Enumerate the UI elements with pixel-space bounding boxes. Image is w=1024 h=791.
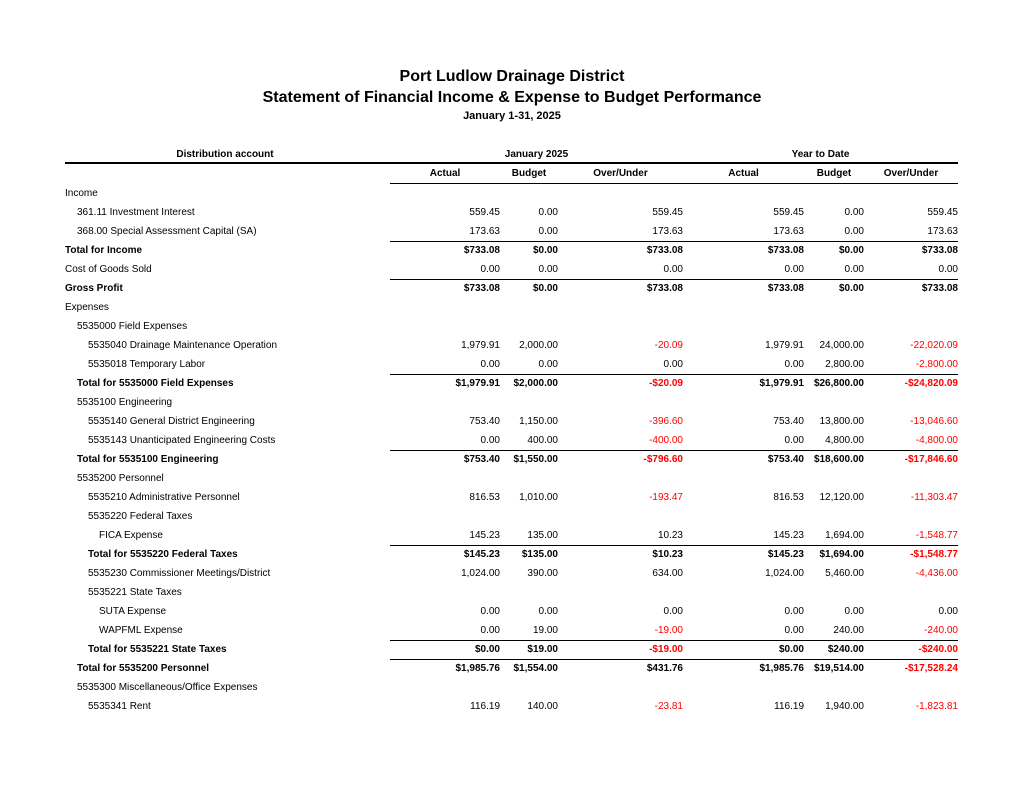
amount-cell: -$20.09: [649, 378, 683, 389]
table-row: [0, 450, 1024, 469]
column-group-january-2025: January 2025: [504, 149, 569, 160]
column-header-ytd-over-under: Over/Under: [883, 168, 939, 179]
amount-cell: 1,150.00: [519, 416, 558, 427]
amount-cell: 0.00: [784, 359, 804, 370]
account-label: Total for Income: [65, 245, 143, 256]
column-header-jan-budget: Budget: [511, 168, 547, 179]
report-subtitle: Statement of Financial Income & Expense to Budget Performance: [262, 89, 762, 106]
amount-cell: 173.63: [773, 226, 804, 237]
account-label: Gross Profit: [65, 283, 123, 294]
amount-cell: 1,024.00: [461, 568, 500, 579]
table-row: [0, 222, 1024, 241]
amount-cell: $135.00: [521, 549, 558, 560]
amount-cell: $1,979.91: [455, 378, 500, 389]
amount-cell: 753.40: [469, 416, 500, 427]
amount-cell: $431.76: [646, 663, 683, 674]
table-row: [0, 355, 1024, 374]
amount-cell: -19.00: [654, 625, 683, 636]
column-header-ytd-budget: Budget: [816, 168, 852, 179]
table-row: [0, 336, 1024, 355]
amount-cell: -$17,528.24: [904, 663, 958, 674]
amount-cell: 0.00: [938, 264, 958, 275]
account-label: Income: [65, 188, 98, 199]
amount-cell: $1,985.76: [455, 663, 500, 674]
amount-cell: 0.00: [538, 207, 558, 218]
amount-cell: 816.53: [469, 492, 500, 503]
amount-cell: $19.00: [527, 644, 558, 655]
amount-cell: 0.00: [480, 435, 500, 446]
amount-cell: 559.45: [652, 207, 683, 218]
amount-cell: -2,800.00: [915, 359, 958, 370]
amount-cell: -20.09: [654, 340, 683, 351]
amount-cell: -$17,846.60: [904, 454, 958, 465]
table-row: [0, 545, 1024, 564]
account-label: 361.11 Investment Interest: [77, 207, 195, 218]
account-label: 5535341 Rent: [88, 701, 151, 712]
amount-cell: $733.08: [921, 245, 958, 256]
header-divider: [65, 162, 958, 164]
amount-cell: $1,979.91: [759, 378, 804, 389]
amount-cell: -4,800.00: [915, 435, 958, 446]
amount-cell: $733.08: [767, 245, 804, 256]
account-label: Total for 5535100 Engineering: [77, 454, 219, 465]
amount-cell: 0.00: [784, 606, 804, 617]
table-row: [0, 640, 1024, 659]
amount-cell: $2,000.00: [513, 378, 558, 389]
amount-cell: 116.19: [470, 701, 500, 712]
amount-cell: -193.47: [649, 492, 683, 503]
table-row: [0, 564, 1024, 583]
amount-cell: -$24,820.09: [904, 378, 958, 389]
amount-cell: 116.19: [774, 701, 804, 712]
table-row: [0, 260, 1024, 279]
amount-cell: 0.00: [784, 264, 804, 275]
amount-cell: 0.00: [538, 606, 558, 617]
amount-cell: -400.00: [649, 435, 683, 446]
account-label: Total for 5535220 Federal Taxes: [88, 549, 238, 560]
amount-cell: 0.00: [538, 264, 558, 275]
account-label: Cost of Goods Sold: [65, 264, 152, 275]
amount-cell: $145.23: [767, 549, 804, 560]
amount-cell: 173.63: [652, 226, 683, 237]
table-row: [0, 469, 1024, 488]
amount-cell: 240.00: [833, 625, 864, 636]
amount-cell: 390.00: [527, 568, 558, 579]
table-row: [0, 279, 1024, 298]
report-title: Port Ludlow Drainage District: [399, 68, 625, 85]
report-date-range: January 1-31, 2025: [463, 110, 561, 122]
amount-cell: $1,554.00: [513, 663, 558, 674]
amount-cell: -$1,548.77: [910, 549, 958, 560]
account-label: Total for 5535200 Personnel: [77, 663, 210, 674]
amount-cell: 173.63: [469, 226, 500, 237]
amount-cell: 1,694.00: [825, 530, 864, 541]
amount-cell: 5,460.00: [825, 568, 864, 579]
column-group-year-to-date: Year to Date: [791, 149, 850, 160]
amount-cell: 145.23: [773, 530, 804, 541]
column-header-ytd-actual: Actual: [728, 168, 759, 179]
amount-cell: 0.00: [480, 359, 500, 370]
table-row: [0, 697, 1024, 716]
table-row: [0, 431, 1024, 450]
amount-cell: -22,020.09: [910, 340, 958, 351]
account-label: 5535200 Personnel: [77, 473, 164, 484]
account-label: 5535040 Drainage Maintenance Operation: [88, 340, 278, 351]
amount-cell: 400.00: [527, 435, 558, 446]
amount-cell: $240.00: [827, 644, 864, 655]
amount-cell: $0.00: [532, 245, 558, 256]
amount-cell: 559.45: [469, 207, 500, 218]
amount-cell: -240.00: [924, 625, 958, 636]
table-body: [0, 184, 1024, 716]
amount-cell: $0.00: [778, 644, 804, 655]
amount-cell: 0.00: [480, 625, 500, 636]
column-header-jan-over-under: Over/Under: [593, 168, 648, 179]
account-label: 5535018 Temporary Labor: [88, 359, 206, 370]
account-label: 5535300 Miscellaneous/Office Expenses: [77, 682, 258, 693]
amount-cell: 1,979.91: [461, 340, 500, 351]
amount-cell: $145.23: [463, 549, 500, 560]
amount-cell: 0.00: [538, 359, 558, 370]
table-row: [0, 678, 1024, 697]
amount-cell: $0.00: [838, 283, 864, 294]
amount-cell: $26,800.00: [813, 378, 864, 389]
amount-cell: 135.00: [527, 530, 558, 541]
amount-cell: -396.60: [649, 416, 683, 427]
amount-cell: 1,979.91: [765, 340, 804, 351]
column-header-jan-actual: Actual: [429, 168, 461, 179]
amount-cell: 12,120.00: [819, 492, 864, 503]
amount-cell: 0.00: [844, 226, 864, 237]
account-label: FICA Expense: [99, 530, 163, 541]
amount-cell: 0.00: [844, 207, 864, 218]
amount-cell: 0.00: [663, 359, 683, 370]
amount-cell: -1,548.77: [915, 530, 958, 541]
amount-cell: -$19.00: [649, 644, 683, 655]
account-label: 5535100 Engineering: [77, 397, 173, 408]
amount-cell: 140.00: [527, 701, 558, 712]
amount-cell: $753.40: [767, 454, 804, 465]
table-row: [0, 507, 1024, 526]
table-row: [0, 659, 1024, 678]
amount-cell: 753.40: [773, 416, 804, 427]
account-label: Total for 5535221 State Taxes: [88, 644, 227, 655]
table-row: [0, 488, 1024, 507]
amount-cell: -$240.00: [918, 644, 958, 655]
amount-cell: $753.40: [463, 454, 500, 465]
account-label: 5535210 Administrative Personnel: [88, 492, 240, 503]
amount-cell: 0.00: [663, 264, 683, 275]
account-label: WAPFML Expense: [99, 625, 183, 636]
amount-cell: 13,800.00: [819, 416, 864, 427]
amount-cell: $733.08: [463, 283, 500, 294]
table-row: [0, 602, 1024, 621]
amount-cell: $733.08: [767, 283, 804, 294]
amount-cell: 634.00: [652, 568, 683, 579]
amount-cell: $1,985.76: [759, 663, 804, 674]
amount-cell: $733.08: [646, 283, 683, 294]
amount-cell: 559.45: [773, 207, 804, 218]
amount-cell: $1,694.00: [819, 549, 864, 560]
amount-cell: 0.00: [663, 606, 683, 617]
amount-cell: 0.00: [784, 625, 804, 636]
amount-cell: 559.45: [927, 207, 958, 218]
amount-cell: -13,046.60: [910, 416, 958, 427]
account-label: Expenses: [65, 302, 109, 313]
amount-cell: 173.63: [927, 226, 958, 237]
amount-cell: 0.00: [844, 606, 864, 617]
amount-cell: 1,940.00: [825, 701, 864, 712]
account-label: 5535220 Federal Taxes: [88, 511, 193, 522]
amount-cell: 0.00: [938, 606, 958, 617]
table-row: [0, 526, 1024, 545]
amount-cell: 1,024.00: [765, 568, 804, 579]
table-row: [0, 298, 1024, 317]
amount-cell: $733.08: [463, 245, 500, 256]
table-row: [0, 393, 1024, 412]
amount-cell: 0.00: [844, 264, 864, 275]
amount-cell: 0.00: [480, 264, 500, 275]
amount-cell: 2,800.00: [825, 359, 864, 370]
amount-cell: -$796.60: [643, 454, 683, 465]
amount-cell: 10.23: [657, 530, 683, 541]
table-row: [0, 184, 1024, 203]
table-row: [0, 203, 1024, 222]
amount-cell: 24,000.00: [819, 340, 864, 351]
account-label: SUTA Expense: [99, 606, 167, 617]
amount-cell: 145.23: [469, 530, 500, 541]
amount-cell: $1,550.00: [513, 454, 558, 465]
amount-cell: $0.00: [532, 283, 558, 294]
column-header-distribution-account: Distribution account: [176, 149, 274, 160]
account-label: 5535000 Field Expenses: [77, 321, 188, 332]
amount-cell: 0.00: [784, 435, 804, 446]
amount-cell: $733.08: [921, 283, 958, 294]
amount-cell: -1,823.81: [915, 701, 958, 712]
amount-cell: -4,436.00: [915, 568, 958, 579]
table-row: [0, 583, 1024, 602]
amount-cell: 2,000.00: [519, 340, 558, 351]
account-label: 5535230 Commissioner Meetings/District: [88, 568, 271, 579]
account-label: 5535221 State Taxes: [88, 587, 182, 598]
amount-cell: -23.81: [654, 701, 683, 712]
amount-cell: $19,514.00: [813, 663, 864, 674]
amount-cell: 0.00: [538, 226, 558, 237]
amount-cell: $18,600.00: [813, 454, 864, 465]
amount-cell: 4,800.00: [825, 435, 864, 446]
account-label: 5535140 General District Engineering: [88, 416, 255, 427]
amount-cell: 19.00: [532, 625, 558, 636]
table-row: [0, 241, 1024, 260]
table-row: [0, 317, 1024, 336]
account-label: 368.00 Special Assessment Capital (SA): [77, 226, 257, 237]
amount-cell: 0.00: [480, 606, 500, 617]
account-label: 5535143 Unanticipated Engineering Costs: [88, 435, 276, 446]
amount-cell: 816.53: [773, 492, 804, 503]
table-row: [0, 621, 1024, 640]
amount-cell: $733.08: [646, 245, 683, 256]
amount-cell: -11,303.47: [910, 492, 958, 503]
amount-cell: 1,010.00: [519, 492, 558, 503]
account-label: Total for 5535000 Field Expenses: [77, 378, 234, 389]
table-row: [0, 374, 1024, 393]
table-row: [0, 412, 1024, 431]
amount-cell: $10.23: [652, 549, 683, 560]
amount-cell: $0.00: [838, 245, 864, 256]
amount-cell: $0.00: [474, 644, 500, 655]
